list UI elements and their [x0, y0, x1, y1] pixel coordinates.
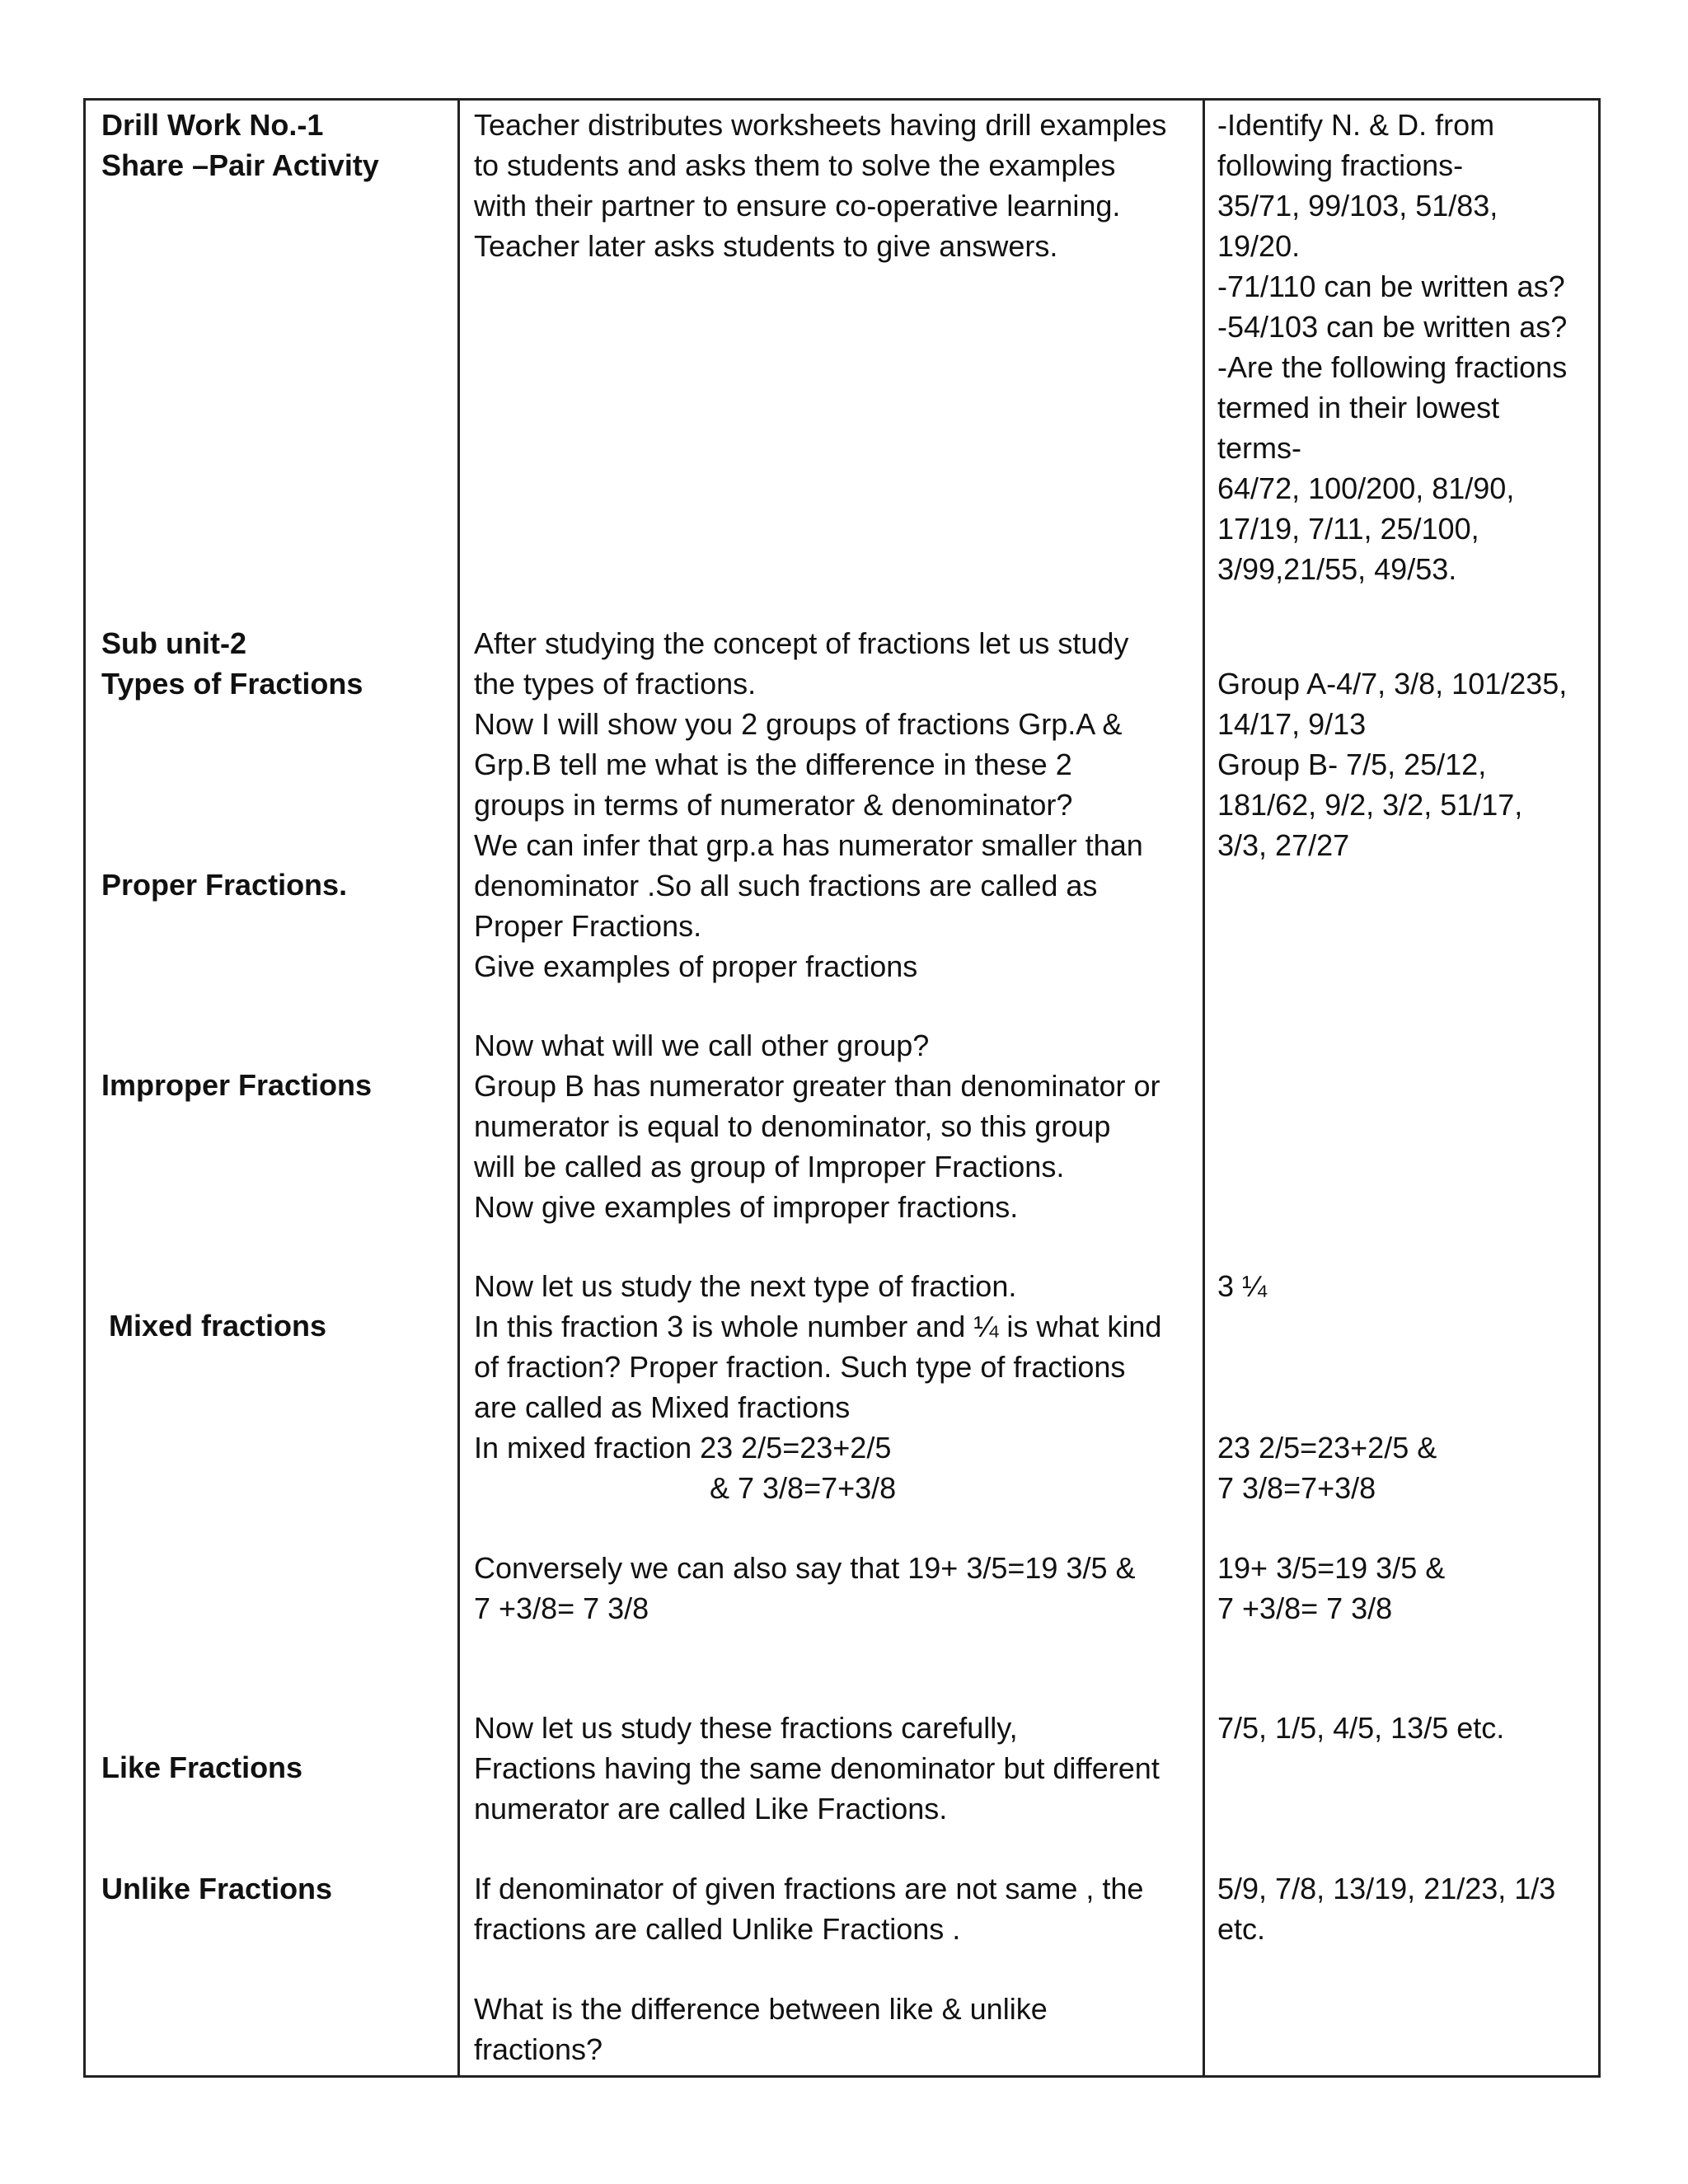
board-text-line: 181/62, 9/2, 3/2, 51/17, — [1217, 788, 1523, 822]
topic-sub-unit: Sub unit-2 — [101, 626, 246, 660]
board-text-line: 17/19, 7/11, 25/100, — [1217, 512, 1479, 546]
teacher-text-line: Teacher distributes worksheets having drill examples — [474, 108, 1167, 142]
board-text-line: 7 3/8=7+3/8 — [1217, 1471, 1376, 1505]
column-divider — [457, 101, 460, 2075]
teacher-text-line: In mixed fraction 23 2/5=23+2/5 — [474, 1431, 892, 1465]
teacher-text-line: If denominator of given fractions are not same , the — [474, 1872, 1144, 1905]
topic-types-of-fractions: Types of Fractions — [101, 667, 363, 701]
teacher-text-line: numerator are called Like Fractions. — [474, 1792, 948, 1825]
board-text-line: 64/72, 100/200, 81/90, — [1217, 471, 1515, 505]
board-text-line: Group A-4/7, 3/8, 101/235, — [1217, 667, 1568, 701]
teacher-text-line: Now let us study these fractions carefully, — [474, 1711, 1018, 1745]
board-text-line: 3/3, 27/27 — [1217, 828, 1350, 862]
teacher-text-line: the types of fractions. — [474, 667, 757, 701]
teacher-text-line: Proper Fractions. — [474, 909, 702, 943]
topic-like-fractions: Like Fractions — [101, 1750, 303, 1784]
board-text-line: etc. — [1217, 1912, 1266, 1946]
topic-proper-fractions: Proper Fractions. — [101, 868, 348, 902]
board-text-line: terms- — [1217, 431, 1301, 465]
teacher-text-line: 7 +3/8= 7 3/8 — [474, 1591, 649, 1625]
teacher-text-line: with their partner to ensure co-operative learning. — [474, 189, 1121, 223]
teacher-text-line: to students and asks them to solve the examples — [474, 148, 1116, 182]
board-text-line: 19+ 3/5=19 3/5 & — [1217, 1551, 1446, 1585]
teacher-text-line: Fractions having the same denominator but different — [474, 1751, 1160, 1785]
topic-unlike-fractions: Unlike Fractions — [101, 1872, 333, 1905]
teacher-text-line: In this fraction 3 is whole number and ¼ is what kind — [474, 1310, 1162, 1343]
teacher-text-line: After studying the concept of fractions let us study — [474, 626, 1129, 660]
teacher-text-line: Conversely we can also say that 19+ 3/5=19 3/5 & — [474, 1551, 1136, 1585]
board-text-line: 7 +3/8= 7 3/8 — [1217, 1591, 1393, 1625]
teacher-text-line: We can infer that grp.a has numerator smaller than — [474, 828, 1143, 862]
board-text-line: -Identify N. & D. from — [1217, 108, 1495, 142]
board-text-line: 7/5, 1/5, 4/5, 13/5 etc. — [1217, 1711, 1505, 1745]
board-text-line: termed in their lowest — [1217, 391, 1500, 424]
board-text-line: -Are the following fractions — [1217, 350, 1568, 384]
teacher-text-line: fractions are called Unlike Fractions . — [474, 1912, 961, 1946]
board-text-line: 14/17, 9/13 — [1217, 707, 1367, 741]
board-text-line: following fractions- — [1217, 148, 1464, 182]
teacher-text-line: denominator .So all such fractions are called as — [474, 869, 1098, 902]
teacher-text-line: Now I will show you 2 groups of fractions Grp.A & — [474, 707, 1123, 741]
board-text-line: 3/99,21/55, 49/53. — [1217, 552, 1457, 586]
teacher-text-line: fractions? — [474, 2032, 603, 2066]
teacher-text-line: Now give examples of improper fractions. — [474, 1190, 1019, 1224]
teacher-text-line: of fraction? Proper fraction. Such type of fractions — [474, 1350, 1126, 1384]
topic-mixed-fractions: Mixed fractions — [109, 1309, 327, 1343]
board-text-line: 23 2/5=23+2/5 & — [1217, 1431, 1437, 1465]
teacher-text-line: & 7 3/8=7+3/8 — [710, 1471, 897, 1505]
teacher-text-line: groups in terms of numerator & denominator? — [474, 788, 1073, 822]
teacher-text-line: Now let us study the next type of fraction. — [474, 1269, 1017, 1303]
board-text-line: -71/110 can be written as? — [1217, 269, 1565, 303]
board-text-line: 3 ¼ — [1217, 1269, 1268, 1303]
lesson-plan-table — [83, 98, 1601, 2078]
teacher-text-line: Now what will we call other group? — [474, 1029, 930, 1062]
board-text-line: 19/20. — [1217, 229, 1301, 263]
teacher-text-line: will be called as group of Improper Fractions. — [474, 1150, 1065, 1183]
board-text-line: Group B- 7/5, 25/12, — [1217, 748, 1487, 781]
teacher-text-line: Give examples of proper fractions — [474, 949, 918, 983]
teacher-text-line: Group B has numerator greater than denominator or — [474, 1069, 1160, 1103]
topic-drill-work: Drill Work No.-1 — [101, 108, 324, 142]
board-text-line: 35/71, 99/103, 51/83, — [1217, 189, 1498, 223]
teacher-text-line: Teacher later asks students to give answers. — [474, 229, 1058, 263]
teacher-text-line: What is the difference between like & unlike — [474, 1992, 1048, 2026]
topic-share-pair: Share –Pair Activity — [101, 148, 379, 182]
topic-improper-fractions: Improper Fractions — [101, 1068, 373, 1102]
teacher-text-line: Grp.B tell me what is the difference in these 2 — [474, 748, 1072, 781]
board-text-line: -54/103 can be written as? — [1217, 310, 1568, 344]
board-text-line: 5/9, 7/8, 13/19, 21/23, 1/3 — [1217, 1872, 1556, 1905]
teacher-text-line: are called as Mixed fractions — [474, 1390, 851, 1424]
teacher-text-line: numerator is equal to denominator, so this group — [474, 1109, 1111, 1143]
column-divider — [1203, 101, 1205, 2075]
